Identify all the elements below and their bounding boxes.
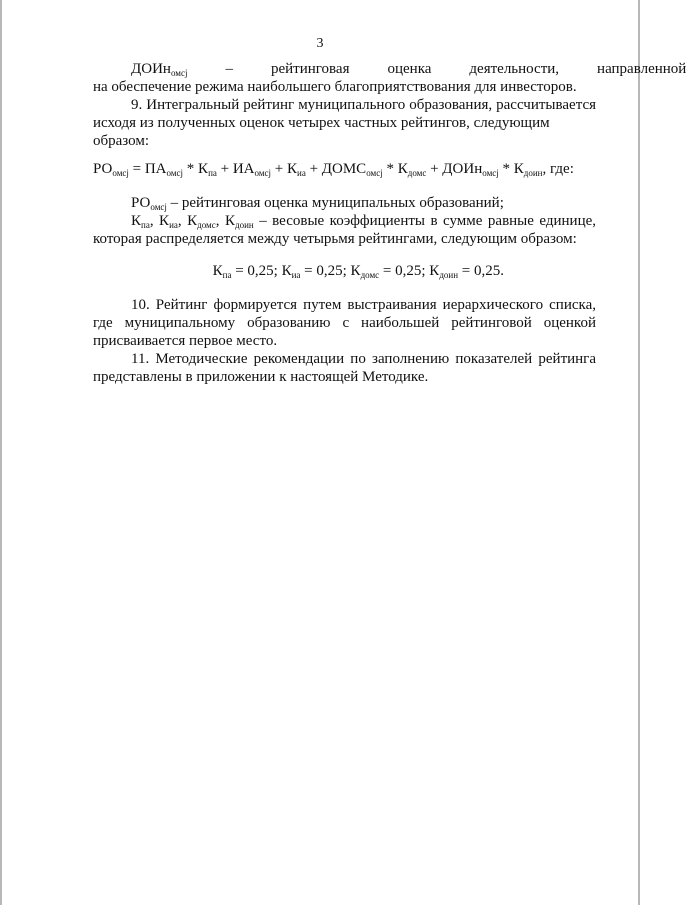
- para-11-line1: 11. Методические рекомендации по заполнению показателей рейтинга: [131, 351, 596, 367]
- integral-rating-formula: $РО_{омсj} = ПА_{омсj} * К_{па} + ИА_{омсj} + К_{иа}$ + $ДОМС_{омсj} * К_{домс}$ + ДОИн$_{омсj}$ * $К_{доин}$, где:: [93, 161, 574, 178]
- para-doin-line2: на обеспечение режима наибольшего благоприятствования для инвесторов.: [93, 79, 577, 95]
- para-10-line2: где муниципальному образованию с наибольшей рейтинговой оценкой: [93, 315, 596, 331]
- para-10-line1: 10. Рейтинг формируется путем выстраивания иерархического списка,: [131, 297, 596, 313]
- page-number: 3: [316, 36, 324, 51]
- doin-dash: –: [225, 61, 233, 77]
- coefficient-values: $К_{па} = 0,25$; $К_{иа} = 0,25$; $К_{домс} = 0,25$; $К_{доин} = 0,25$.: [212, 263, 504, 280]
- definition-ro: $РО_{омсj}$ – рейтинговая оценка муниципальных образований;: [131, 195, 504, 212]
- definition-k-line1: $К_{па}$, $К_{иа}$, $К_{домс}$, $К_{доин}$ – весовые коэффициенты в сумме равные единице,: [131, 213, 596, 230]
- para-11-line2: представлены в приложении к настоящей Методике.: [93, 369, 429, 385]
- doin-word: рейтинговая: [270, 61, 350, 77]
- doin-word: оценка: [387, 61, 432, 77]
- doin-term: ДОИн$_{омсj}$: [131, 61, 188, 78]
- doin-word: направленной: [597, 61, 686, 77]
- scan-edge-right: [638, 0, 640, 905]
- doin-word: деятельности,: [469, 61, 560, 77]
- para-doin-line1: [93, 60, 686, 78]
- para-10-line3: присваивается первое место.: [93, 333, 278, 349]
- definition-k-line2: которая распределяется между четырьмя рейтингами, следующим образом:: [93, 231, 577, 247]
- para-9-line2: исходя из полученных оценок четырех частных рейтингов, следующим образом:: [93, 115, 550, 149]
- document-body: [93, 60, 686, 386]
- scan-edge-left: [0, 0, 2, 905]
- para-9-line1: 9. Интегральный рейтинг муниципального образования, рассчитывается: [131, 97, 596, 113]
